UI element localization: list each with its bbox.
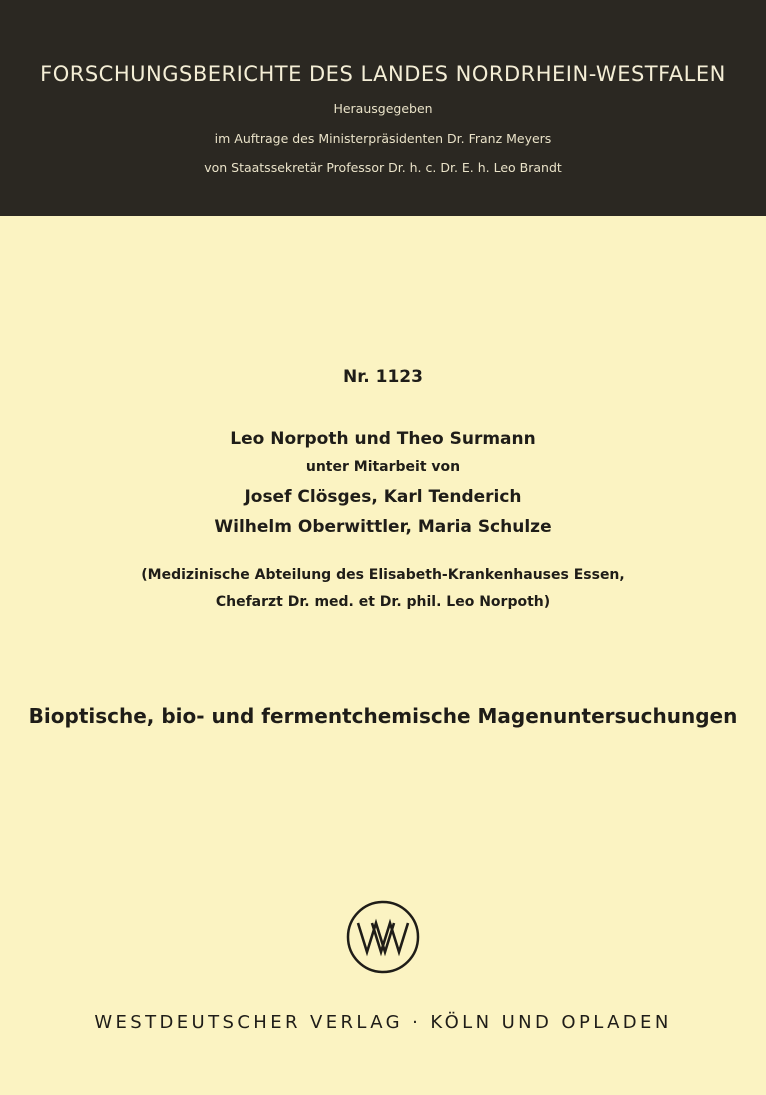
header-band (0, 0, 766, 216)
collaborators-line-1: Josef Clösges, Karl Tenderich (244, 487, 522, 507)
publisher-monogram-icon (345, 899, 421, 975)
series-title: FORSCHUNGSBERICHTE DES LANDES NORDRHEIN-WESTFALEN (40, 62, 726, 86)
institution-line-2: Chefarzt Dr. med. et Dr. phil. Leo Norpoth) (215, 594, 551, 610)
book-title: Bioptische, bio- und fermentchemische Magenuntersuchungen (28, 704, 738, 728)
editor-line: Herausgegeben (333, 101, 433, 116)
publisher-name: WESTDEUTSCHER VERLAG · KÖLN UND OPLADEN (94, 1012, 672, 1033)
authors: Leo Norpoth und Theo Surmann (230, 429, 536, 449)
commission-line: im Auftrage des Ministerpräsidenten Dr. Franz Meyers (214, 131, 552, 146)
report-number: Nr. 1123 (343, 367, 423, 387)
institution-line-1: (Medizinische Abteilung des Elisabeth-Krankenhauses Essen, (141, 567, 625, 583)
secretary-line: von Staatssekretär Professor Dr. h. c. Dr. E. h. Leo Brandt (204, 160, 562, 175)
collaboration-label: unter Mitarbeit von (305, 459, 461, 475)
collaborators-line-2: Wilhelm Oberwittler, Maria Schulze (214, 517, 552, 537)
